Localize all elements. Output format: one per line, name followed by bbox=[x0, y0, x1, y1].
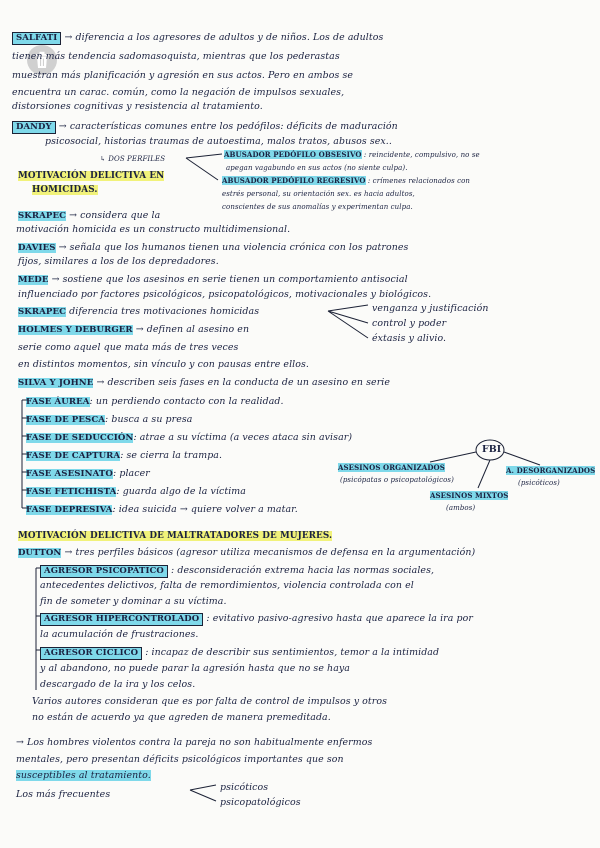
perfiles-brace bbox=[186, 154, 222, 180]
fase-1-text: : un perdiendo contacto con la realidad. bbox=[89, 396, 284, 407]
perfil-regresivo-text: : crímenes relacionados con bbox=[367, 177, 471, 185]
varios-line: Varios autores consideran que es por falta de control de impulsos y otros bbox=[32, 696, 388, 707]
perfil-obsesivo-line2: apegan vagabundo en sus actos (no siente culpa). bbox=[226, 164, 408, 172]
final-line-3-text: susceptibles al tratamiento. bbox=[16, 770, 151, 781]
motivacion-item-2: control y poder bbox=[372, 318, 447, 329]
salfati-tag: SALFATI bbox=[12, 32, 61, 45]
perfiles-label: ↳ DOS PERFILES bbox=[100, 155, 166, 163]
agresor-ciclico-text: : incapaz de describir sus sentimientos, temor a la intimidad bbox=[145, 647, 440, 658]
fase-5-name: FASE ASESINATO bbox=[26, 469, 113, 479]
dutton-text: → tres perfiles básicos (agresor utiliza mecanismos de defensa en la argumentación) bbox=[64, 547, 476, 558]
fbi-circle bbox=[476, 440, 504, 460]
silva-name: SILVA Y JOHNE bbox=[18, 378, 94, 388]
fase-3-name: FASE DE SEDUCCIÓN bbox=[26, 433, 134, 443]
fbi-mixtos-title: ASESINOS MIXTOS bbox=[430, 491, 509, 500]
davies-text: → señala que los humanos tienen una violencia crónica con los patrones bbox=[58, 242, 409, 253]
homicidas-title-2: HOMICIDAS. bbox=[32, 185, 98, 195]
agresor-ciclico-line2: y al abandono, no puede parar la agresión hasta que no se haya bbox=[40, 663, 350, 674]
mede-name: MEDE bbox=[18, 275, 49, 285]
skrapec-line-2: motivación homicida es un constructo multidimensional. bbox=[16, 224, 291, 235]
fbi-mixtos-note: (ambos) bbox=[446, 504, 476, 512]
holmes-line-3: en distintos momentos, sin vínculo y con pausas entre ellos. bbox=[18, 359, 309, 370]
maltratadores-title: MOTIVACIÓN DELICTIVA DE MALTRATADORES DE MUJERES. bbox=[18, 531, 333, 541]
fase-2-text: : busca a su presa bbox=[105, 414, 193, 425]
agresor-hipercontrolado-tag: AGRESOR HIPERCONTROLADO bbox=[40, 613, 203, 626]
agresores-ticks bbox=[36, 568, 40, 650]
fases-ticks bbox=[22, 400, 28, 508]
skrapec-name: SKRAPEC bbox=[18, 211, 67, 221]
davies-name: DAVIES bbox=[18, 243, 56, 253]
fase-2-name: FASE DE PESCA bbox=[26, 415, 106, 425]
final-line: → Los hombres violentos contra la pareja no son habitualmente enfermos bbox=[16, 737, 373, 748]
fase-3-text: : atrae a su víctima (a veces ataca sin avisar) bbox=[133, 432, 353, 443]
agresor-psicopatico-line2: antecedentes delictivos, falta de remordimientos, violencia controlada con el bbox=[40, 580, 414, 591]
final-item-2: psicopatológicos bbox=[220, 797, 301, 808]
holmes-name: HOLMES Y DEBURGER bbox=[18, 325, 133, 335]
fase-6-text: : guarda algo de la víctima bbox=[116, 486, 246, 497]
fase-1-name: FASE ÁUREA bbox=[26, 397, 90, 407]
salfati-line-2: tienen más tendencia sadomasoquista, mientras que los pederastas bbox=[12, 51, 340, 62]
perfil-regresivo-line3: conscientes de sus anomalías y experimentan culpa. bbox=[222, 203, 413, 211]
fbi-desorganizados-note: (psicóticos) bbox=[518, 479, 560, 487]
fbi-arrows bbox=[430, 452, 540, 488]
varios-line-2: no están de acuerdo ya que agreden de manera premeditada. bbox=[32, 712, 331, 723]
skrapec2-text: diferencia tres motivaciones homicidas bbox=[69, 306, 260, 317]
perfil-regresivo-line2: estrés personal, su orientación sex. es hacia adultos, bbox=[222, 190, 415, 198]
final-item-1: psicóticos bbox=[220, 782, 269, 793]
final-line-2: mentales, pero presentan déficits psicológicos importantes que son bbox=[16, 754, 344, 765]
perfil-regresivo-title: ABUSADOR PEDÓFILO REGRESIVO bbox=[222, 176, 366, 185]
dandy-text: → características comunes entre los pedófilos: déficits de maduración bbox=[58, 121, 398, 132]
agresor-psicopatico-text: : desconsideración extrema hacia las normas sociales, bbox=[171, 565, 435, 576]
salfati-line-5: distorsiones cognitivas y resistencia al tratamiento. bbox=[12, 101, 263, 112]
final-line-4: Los más frecuentes bbox=[16, 789, 111, 800]
agresor-psicopatico-tag: AGRESOR PSICOPÁTICO bbox=[40, 565, 168, 578]
salfati-line-4: encuentra un carac. común, como la negación de impulsos sexuales, bbox=[12, 87, 345, 98]
final-brace bbox=[190, 785, 216, 801]
holmes-text: → definen al asesino en bbox=[135, 324, 250, 335]
fase-5-text: : placer bbox=[113, 468, 150, 479]
perfil-obsesivo-text: : reincidente, compulsivo, no se bbox=[363, 151, 480, 159]
salfati-text: → diferencia a los agresores de adultos y de niños. Los de adultos bbox=[64, 32, 384, 43]
fbi-desorganizados-title: A. DESORGANIZADOS bbox=[506, 466, 596, 475]
fase-7-text: : idea suicida → quiere volver a matar. bbox=[112, 504, 298, 515]
skrapec2-name: SKRAPEC bbox=[18, 307, 67, 317]
perfil-obsesivo-title: ABUSADOR PEDÓFILO OBSESIVO bbox=[224, 150, 362, 159]
fase-4-text: : se cierra la trampa. bbox=[120, 450, 223, 461]
davies-line-2: fijos, similares a los de los depredadores. bbox=[18, 256, 219, 267]
dandy-tag: DANDY bbox=[12, 121, 56, 134]
fase-7-name: FASE DEPRESIVA bbox=[26, 505, 113, 515]
fbi-organizados-title: ASESINOS ORGANIZADOS bbox=[338, 463, 445, 472]
salfati-line-3: muestran más planificación y agresión en sus actos. Pero en ambos se bbox=[12, 70, 354, 81]
agresor-ciclico-tag: AGRESOR CÍCLICO bbox=[40, 647, 142, 660]
agresor-ciclico-line3: descargado de la ira y los celos. bbox=[40, 679, 196, 690]
skrapec-text: → considera que la bbox=[69, 210, 161, 221]
fbi-organizados-note: (psicópatas o psicopatológicos) bbox=[340, 476, 454, 484]
agresor-hipercontrolado-text: : evitativo pasivo-agresivo hasta que aparece la ira por bbox=[206, 613, 473, 624]
agresor-psicopatico-line3: fin de someter y dominar a su víctima. bbox=[40, 596, 227, 607]
agresor-hipercontrolado-line2: la acumulación de frustraciones. bbox=[40, 629, 199, 640]
fase-6-name: FASE FETICHISTA bbox=[26, 487, 117, 497]
fbi-label: FBI bbox=[482, 444, 502, 455]
holmes-line-2: serie como aquel que mata más de tres veces bbox=[18, 342, 239, 353]
dandy-line-2: psicosocial, historias traumas de autoestima, malos tratos, abusos sex.. bbox=[45, 136, 392, 147]
motivacion-item-3: éxtasis y alivio. bbox=[372, 333, 447, 344]
silva-text: → describen seis fases en la conducta de un asesino en serie bbox=[96, 377, 391, 388]
motivaciones-brace bbox=[328, 305, 368, 338]
mede-text: → sostiene que los asesinos en serie tienen un comportamiento antisocial bbox=[51, 274, 408, 285]
homicidas-title-1: MOTIVACIÓN DELICTIVA EN bbox=[18, 171, 165, 181]
fase-4-name: FASE DE CAPTURA bbox=[26, 451, 121, 461]
motivacion-item-1: venganza y justificación bbox=[372, 303, 489, 314]
dutton-name: DUTTON bbox=[18, 548, 62, 558]
mede-line-2: influenciado por factores psicológicos, psicopatológicos, motivacionales y biológicos. bbox=[18, 289, 432, 300]
